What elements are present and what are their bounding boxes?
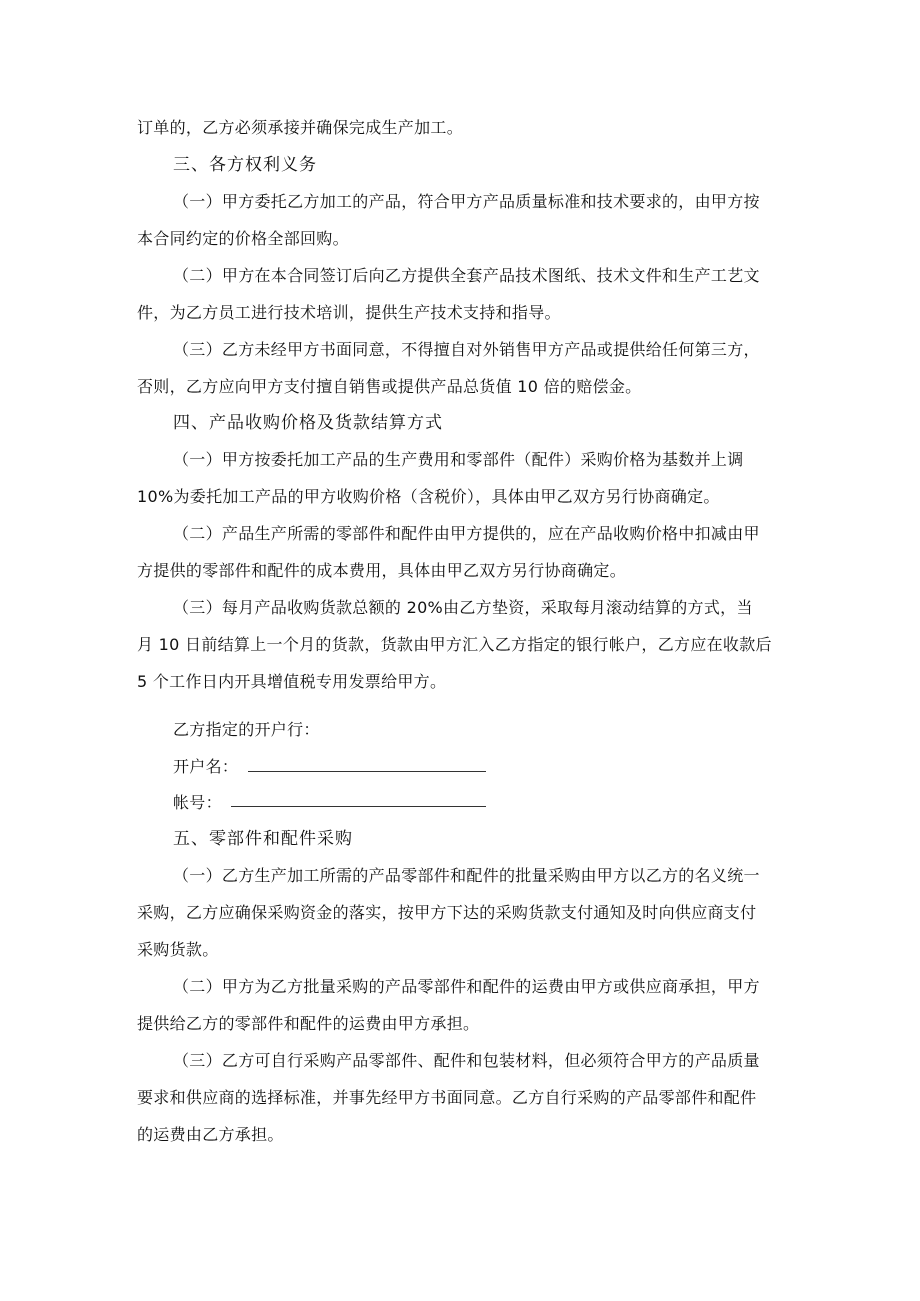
section-4-clause-3-line-3: 5 个工作日内开具增值税专用发票给甲方。 bbox=[137, 672, 447, 691]
section-5-clause-3-line-3: 的运费由乙方承担。 bbox=[137, 1125, 284, 1144]
section-5-title: 五、零部件和配件采购 bbox=[173, 829, 353, 849]
section-3-clause-3-line-2: 否则，乙方应向甲方支付擅自销售或提供产品总货值 10 倍的赔偿金。 bbox=[137, 377, 642, 396]
account-number-blank-field bbox=[231, 806, 486, 807]
account-name-blank-field bbox=[248, 771, 486, 772]
section-4-clause-2-line-1: （二）产品生产所需的零部件和配件由甲方提供的，应在产品收购价格中扣减由甲 bbox=[173, 524, 760, 543]
intro-tail-line: 订单的，乙方必须承接并确保完成生产加工。 bbox=[137, 118, 464, 137]
section-4-clause-1-line-1: （一）甲方按委托加工产品的生产费用和零部件（配件）采购价格为基数并上调 bbox=[173, 450, 744, 469]
section-5-clause-1-line-3: 采购货款。 bbox=[137, 940, 219, 959]
section-4-clause-3-line-1: （三）每月产品收购货款总额的 20%由乙方垫资，采取每月滚动结算的方式，当 bbox=[173, 598, 753, 617]
section-5-clause-3-line-2: 要求和供应商的选择标准，并事先经甲方书面同意。乙方自行采购的产品零部件和配件 bbox=[137, 1088, 757, 1107]
section-4-clause-3-line-2: 月 10 日前结算上一个月的货款，货款由甲方汇入乙方指定的银行帐户，乙方应在收款后 bbox=[137, 635, 772, 654]
section-3-title: 三、各方权利义务 bbox=[173, 155, 317, 175]
section-5-clause-3-line-1: （三）乙方可自行采购产品零部件、配件和包装材料，但必须符合甲方的产品质量 bbox=[173, 1051, 760, 1070]
section-3-clause-3-line-1: （三）乙方未经甲方书面同意，不得擅自对外销售甲方产品或提供给任何第三方， bbox=[173, 340, 760, 359]
section-4-clause-2-line-2: 方提供的零部件和配件的成本费用，具体由甲乙双方另行协商确定。 bbox=[137, 561, 627, 580]
section-3-clause-2-line-2: 件，为乙方员工进行技术培训，提供生产技术支持和指导。 bbox=[137, 303, 561, 322]
account-name-label: 开户名： bbox=[173, 757, 239, 776]
section-5-clause-2-line-1: （二）甲方为乙方批量采购的产品零部件和配件的运费由甲方或供应商承担，甲方 bbox=[173, 977, 760, 996]
account-number-label: 帐号： bbox=[173, 793, 222, 812]
section-5-clause-2-line-2: 提供给乙方的零部件和配件的运费由甲方承担。 bbox=[137, 1014, 480, 1033]
designated-bank-label: 乙方指定的开户行： bbox=[173, 720, 320, 739]
section-3-clause-2-line-1: （二）甲方在本合同签订后向乙方提供全套产品技术图纸、技术文件和生产工艺文 bbox=[173, 266, 760, 285]
section-4-clause-1-line-2: 10%为委托加工产品的甲方收购价格（含税价），具体由甲乙双方另行协商确定。 bbox=[137, 487, 720, 506]
section-5-clause-1-line-1: （一）乙方生产加工所需的产品零部件和配件的批量采购由甲方以乙方的名义统一 bbox=[173, 866, 760, 885]
section-5-clause-1-line-2: 采购，乙方应确保采购资金的落实，按甲方下达的采购货款支付通知及时向供应商支付 bbox=[137, 903, 757, 922]
section-3-clause-1-line-2: 本合同约定的价格全部回购。 bbox=[137, 229, 349, 248]
section-3-clause-1-line-1: （一）甲方委托乙方加工的产品，符合甲方产品质量标准和技术要求的，由甲方按 bbox=[173, 192, 760, 211]
section-4-title: 四、产品收购价格及货款结算方式 bbox=[173, 413, 443, 433]
